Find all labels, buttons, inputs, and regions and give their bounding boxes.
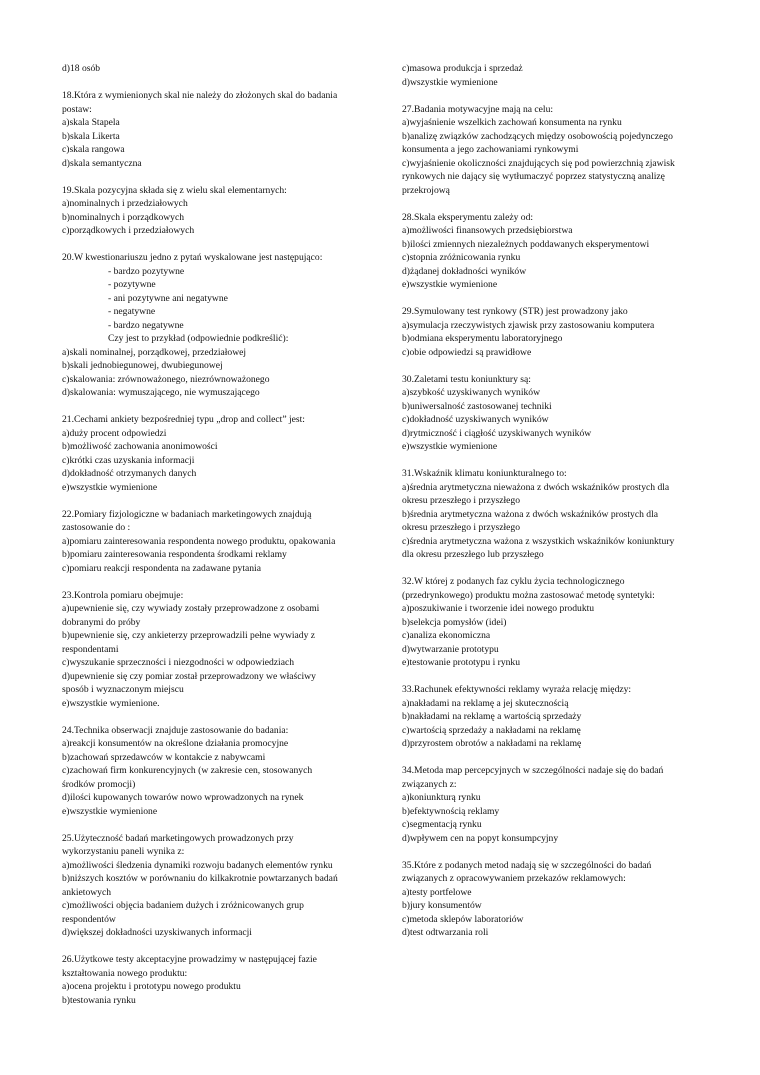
text-line: respondentów — [62, 913, 116, 925]
text-line: d)większej dokładności uzyskiwanych informacji — [62, 927, 252, 938]
text-line: a)skali nominalnej, porządkowej, przedziałowej — [62, 346, 247, 358]
text-line: c)metoda sklepów laboratoriów — [402, 913, 524, 925]
text-line: c)pomiaru reakcji respondenta na zadawane pytania — [62, 562, 261, 574]
text-line: c)wyjaśnienie okoliczności znajdujących się pod powierzchnią zjawisk — [402, 157, 675, 169]
question-block — [402, 859, 702, 940]
text-line: (przedrynkowego) produktu można zastosować metodę syntetyki: — [402, 589, 655, 601]
text-line: b)nakładami na reklamę a wartością sprzedaży — [402, 711, 582, 722]
text-line: c)zachowań firm konkurencyjnych (w zakresie cen, stosowanych — [62, 765, 313, 776]
text-line: dobranymi do próby — [62, 616, 141, 628]
question-block — [402, 211, 702, 292]
text-line: dla okresu przeszłego lub przyszłego — [402, 549, 544, 560]
text-line: Czy jest to przykład (odpowiednie podkreślić): — [108, 333, 289, 344]
text-line: a)szybkość uzyskiwanych wyników — [402, 387, 541, 398]
text-line: e)wszystkie wymienione. — [62, 697, 160, 709]
text-line: e)wszystkie wymienione — [402, 279, 498, 290]
text-line: e)wszystkie wymienione — [62, 481, 158, 493]
text-line: b)upewnienie się, czy ankieterzy przeprowadzili pełne wywiady z — [62, 630, 316, 641]
question-block — [402, 683, 702, 751]
question-block — [402, 467, 702, 562]
question-block — [402, 62, 702, 89]
text-line: - negatywne — [108, 306, 156, 317]
question-block — [62, 62, 362, 76]
text-line: b)niższych kosztów w porównaniu do kilkakrotnie powtarzanych badań — [62, 873, 338, 884]
text-line: b)ilości zmiennych niezależnych poddawanych eksperymentowi — [402, 238, 650, 250]
text-line: a)wyjaśnienie wszelkich zachowań konsumenta na rynku — [402, 117, 622, 128]
text-line: 31.Wskaźnik klimatu koniunkturalnego to: — [402, 468, 567, 479]
text-line: związanych z opracowywaniem przekazów reklamowych: — [402, 873, 626, 884]
text-line: a)średnia arytmetyczna nieważona z dwóch wskaźników prostych dla — [402, 481, 670, 493]
text-line: c)wyszukanie sprzeczności i niezgodności w odpowiedziach — [62, 657, 295, 668]
text-line: b)możliwość zachowania anonimowości — [62, 441, 218, 452]
question-block — [62, 508, 362, 576]
text-line: a)koniunkturą rynku — [402, 792, 481, 803]
text-line: d)przyrostem obrotów a nakładami na reklamę — [402, 738, 582, 749]
text-line: 20.W kwestionariuszu jedno z pytań wyskalowane jest następująco: — [62, 252, 323, 263]
text-line: d)test odtwarzania roli — [402, 927, 489, 938]
text-line: c)masowa produkcja i sprzedaż — [402, 63, 523, 74]
text-line: 21.Cechami ankiety bezpośredniej typu „drop and collect” jest: — [62, 414, 305, 425]
text-line: 33.Rachunek efektywności reklamy wyraża relację między: — [402, 684, 632, 695]
text-line: 22.Pomiary fizjologiczne w badaniach marketingowych znajdują — [62, 508, 312, 520]
text-line: c)krótki czas uzyskania informacji — [62, 454, 195, 466]
text-line: 25.Użyteczność badań marketingowych prowadzonych przy — [62, 832, 294, 844]
text-line: 27.Badania motywacyjne mają na celu: — [402, 103, 554, 115]
text-line: 32.W której z podanych faz cyklu życia technologicznego — [402, 576, 625, 587]
text-line: c)wartością sprzedaży a nakładami na reklamę — [402, 724, 581, 736]
text-line: c)średnia arytmetyczna ważona z wszystkich wskaźników koniunktury — [402, 535, 675, 547]
text-line: d)wszystkie wymienione — [402, 76, 498, 88]
text-line: przekrojową — [402, 184, 450, 196]
text-line: e)wszystkie wymienione — [402, 441, 498, 452]
text-line: b)odmiana eksperymentu laboratoryjnego — [402, 333, 563, 344]
text-line: a)reakcji konsumentów na określone działania promocyjne — [62, 738, 289, 749]
question-block — [62, 413, 362, 494]
text-line: - bardzo negatywne — [108, 319, 184, 331]
text-line: b)skali jednobiegunowej, dwubiegunowej — [62, 360, 223, 371]
question-block — [402, 305, 702, 359]
text-line: wykorzystaniu paneli wynika z: — [62, 846, 185, 857]
text-line: związanych z: — [402, 778, 457, 790]
text-line: 26.Użytkowe testy akceptacyjne prowadzimy w następującej fazie — [62, 954, 317, 965]
text-line: a)upewnienie się, czy wywiady zostały przeprowadzone z osobami — [62, 603, 320, 614]
text-line: - pozytywne — [108, 279, 156, 290]
text-line: b)uniwersalność zastosowanej techniki — [402, 400, 552, 412]
text-line: a)nominalnych i przedziałowych — [62, 198, 188, 209]
text-line: 28.Skala eksperymentu zależy od: — [402, 211, 534, 223]
right-column — [402, 62, 702, 953]
text-line: rynkowych nie dający się wytłumaczyć poprzez statystyczną analizę — [402, 171, 665, 182]
text-line: sposób i wyznaczonym miejscu — [62, 684, 184, 695]
question-block — [402, 575, 702, 670]
text-line: b)analizę związków zachodzących między osobowością pojedynczego — [402, 130, 673, 142]
text-line: b)selekcja pomysłów (idei) — [402, 616, 507, 628]
text-line: 19.Skala pozycyjna składa się z wielu skal elementarnych: — [62, 184, 287, 196]
text-line: postaw: — [62, 103, 92, 115]
text-line: c)stopnia zróżnicowania rynku — [402, 252, 521, 263]
text-line: 24.Technika obserwacji znajduje zastosowanie do badania: — [62, 724, 289, 736]
text-line: b)średnia arytmetyczna ważona z dwóch wskaźników prostych dla — [402, 508, 659, 520]
text-line: a)nakładami na reklamę a jej skutecznością — [402, 697, 569, 709]
question-block — [402, 764, 702, 845]
text-line: b)efektywnością reklamy — [402, 805, 500, 817]
text-line: a)ocena projektu i prototypu nowego produktu — [62, 981, 241, 992]
text-line: e)testowanie prototypu i rynku — [402, 657, 521, 668]
text-line: 34.Metoda map percepcyjnych w szczególności nadaje się do badań — [402, 765, 664, 776]
text-line: zastosowanie do : — [62, 522, 131, 533]
text-line: c)dokładność uzyskiwanych wyników — [402, 414, 549, 425]
text-line: a)możliwości śledzenia dynamiki rozwoju badanych elementów rynku — [62, 859, 333, 871]
text-line: d)wpływem cen na popyt konsumpcyjny — [402, 832, 559, 844]
text-line: c)możliwości objęcia badaniem dużych i zróżnicowanych grup — [62, 900, 304, 911]
text-line: b)pomiaru zainteresowania respondenta środkami reklamy — [62, 549, 287, 560]
text-line: c)segmentacją rynku — [402, 819, 482, 830]
text-line: a)testy portfelowe — [402, 886, 472, 898]
text-line: respondentami — [62, 643, 119, 655]
text-line: a)duży procent odpowiedzi — [62, 427, 167, 439]
text-line: a)możliwości finansowych przedsiębiorstwa — [402, 225, 573, 236]
text-line: d)skalowania: wymuszającego, nie wymuszającego — [62, 387, 260, 398]
text-line: b)testowania rynku — [62, 994, 136, 1006]
text-line: d)18 osób — [62, 63, 101, 74]
text-line: okresu przeszłego i przyszłego — [402, 495, 521, 506]
text-line: c)skala rangowa — [62, 144, 125, 155]
question-block — [62, 89, 362, 170]
text-line: c)porządkowych i przedziałowych — [62, 225, 195, 236]
text-line: e)wszystkie wymienione — [62, 805, 158, 817]
text-line: d)żądanej dokładności wyników — [402, 265, 527, 277]
text-line: a)poszukiwanie i tworzenie idei nowego produktu — [402, 603, 595, 614]
text-line: c)obie odpowiedzi są prawidłowe — [402, 346, 532, 358]
text-line: okresu przeszłego i przyszłego — [402, 522, 521, 533]
text-line: d)rytmiczność i ciągłość uzyskiwanych wyników — [402, 427, 592, 439]
text-line: konsumenta a jego zachowaniami rynkowymi — [402, 144, 579, 155]
text-line: 23.Kontrola pomiaru obejmuje: — [62, 589, 184, 601]
text-line: d)upewnienie się czy pomiar został przeprowadzony we właściwy — [62, 670, 316, 682]
text-line: d)ilości kupowanych towarów nowo wprowadzonych na rynek — [62, 792, 304, 803]
question-block — [62, 251, 362, 400]
question-block — [62, 724, 362, 819]
text-line: - ani pozytywne ani negatywne — [108, 292, 228, 304]
question-block — [62, 589, 362, 711]
text-line: 18.Która z wymienionych skal nie należy do złożonych skal do badania — [62, 90, 338, 101]
text-line: b)zachowań sprzedawców w kontakcie z nabywcami — [62, 751, 266, 763]
text-line: c)skalowania: zrównoważonego, niezrównoważonego — [62, 373, 270, 385]
text-line: d)skala semantyczna — [62, 157, 142, 169]
text-line: kształtowania nowego produktu: — [62, 967, 188, 979]
question-block — [62, 832, 362, 940]
text-line: ankietowych — [62, 886, 112, 898]
text-line: d)dokładność otrzymanych danych — [62, 468, 197, 479]
text-line: c)analiza ekonomiczna — [402, 630, 491, 641]
text-line: b)nominalnych i porządkowych — [62, 211, 185, 223]
text-line: a)skala Stapela — [62, 117, 120, 128]
text-line: a)pomiaru zainteresowania respondenta nowego produktu, opakowania — [62, 535, 336, 547]
left-column — [62, 62, 362, 1021]
text-line: d)wytwarzanie prototypu — [402, 643, 499, 655]
text-line: - bardzo pozytywne — [108, 265, 185, 277]
question-block — [62, 953, 362, 1007]
text-line: 29.Symulowany test rynkowy (STR) jest prowadzony jako — [402, 306, 628, 317]
text-line: 30.Zaletami testu koniunktury są: — [402, 373, 531, 385]
text-line: b)skala Likerta — [62, 130, 120, 142]
question-block — [402, 103, 702, 198]
text-line: środków promocji) — [62, 778, 136, 790]
text-line: a)symulacja rzeczywistych zjawisk przy zastosowaniu komputera — [402, 319, 655, 331]
text-line: 35.Które z podanych metod nadają się w szczególności do badań — [402, 859, 652, 871]
text-line: b)jury konsumentów — [402, 900, 482, 911]
question-block — [402, 373, 702, 454]
question-block — [62, 184, 362, 238]
